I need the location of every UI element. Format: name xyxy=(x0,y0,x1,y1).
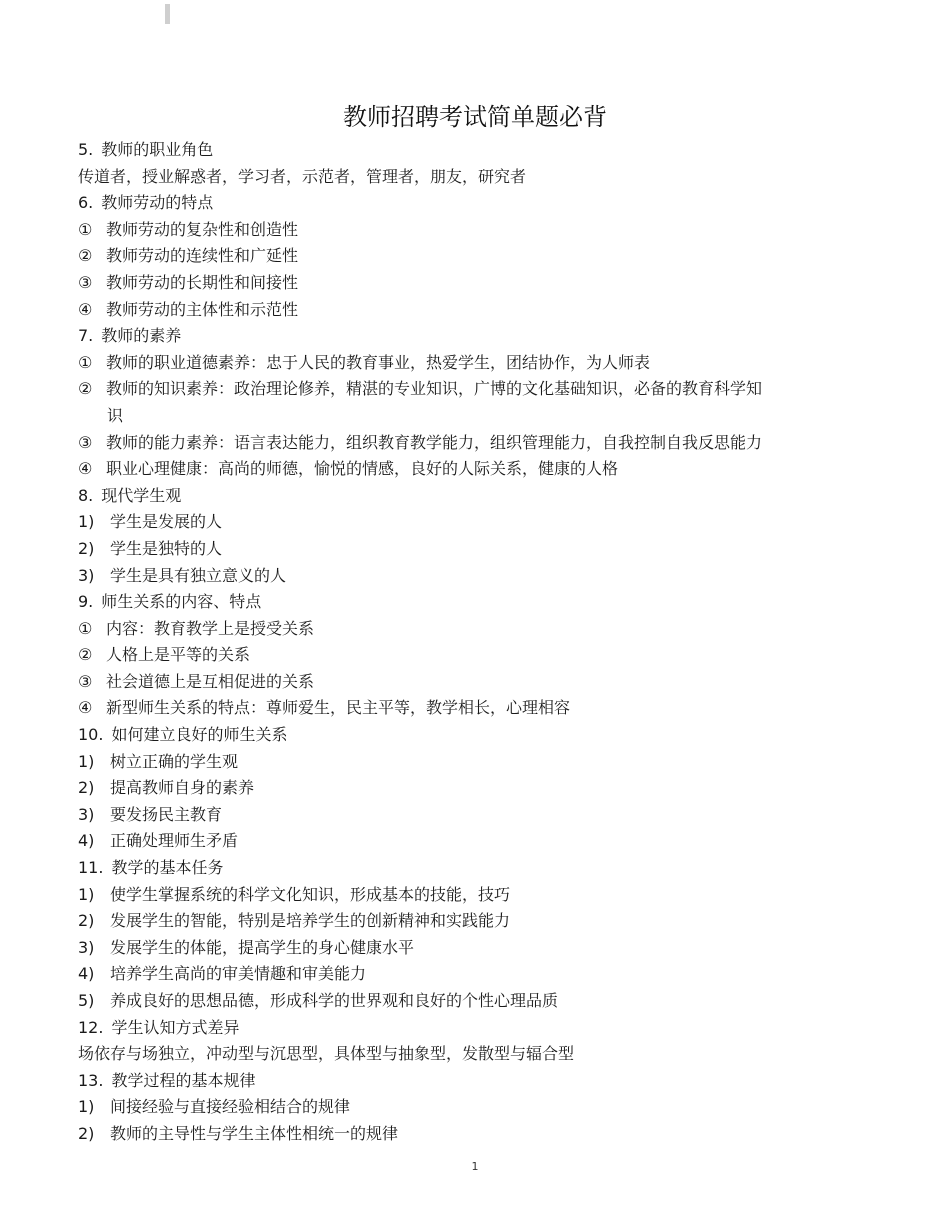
line-text: 养成良好的思想品德，形成科学的世界观和良好的个性心理品质 xyxy=(110,991,559,1010)
line-text: 提高教师自身的素养 xyxy=(110,778,255,798)
line-text: 教师劳动的长期性和间接性 xyxy=(106,272,299,292)
list-item xyxy=(78,802,858,829)
list-marker: 2) xyxy=(78,778,95,798)
list-marker: 2) xyxy=(78,1123,95,1143)
line-text: 学生是独特的人 xyxy=(110,538,223,558)
line-text: 如何建立良好的师生关系 xyxy=(111,725,288,745)
list-marker: 3) xyxy=(78,565,95,585)
list-item xyxy=(78,882,858,909)
list-marker: ④ xyxy=(78,299,93,319)
section-heading xyxy=(78,137,858,164)
line-text: 教师劳动的特点 xyxy=(101,193,214,213)
list-marker: ① xyxy=(78,219,93,239)
list-item xyxy=(78,1121,858,1148)
line-text: 场依存与场独立，冲动型与沉思型，具体型与抽象型，发散型与辐合型 xyxy=(78,1044,575,1064)
list-marker: 6. xyxy=(78,193,94,213)
list-item xyxy=(78,935,858,962)
list-marker: 8. xyxy=(78,485,94,505)
section-heading xyxy=(78,323,858,350)
list-marker: ④ xyxy=(78,698,93,718)
line-text: 正确处理师生矛盾 xyxy=(110,831,239,851)
line-text: 间接经验与直接经验相结合的规律 xyxy=(110,1097,351,1117)
list-marker: 7. xyxy=(78,326,94,346)
section-heading xyxy=(78,1015,858,1042)
list-marker: 4) xyxy=(78,831,95,851)
line-text: 教师的主导性与学生主体性相统一的规律 xyxy=(110,1123,399,1143)
list-item xyxy=(78,509,858,536)
document-title: 教师招聘考试简单题必背 xyxy=(343,103,607,131)
list-item xyxy=(78,749,858,776)
list-item xyxy=(78,270,858,297)
list-marker: 12. xyxy=(78,1017,104,1037)
section-heading xyxy=(78,1068,858,1095)
line-text: 教师的职业道德素养：忠于人民的教育事业，热爱学生，团结协作，为人师表 xyxy=(106,352,651,372)
section-heading xyxy=(78,190,858,217)
line-text: 传道者，授业解惑者，学习者，示范者，管理者，朋友，研究者 xyxy=(78,166,527,186)
list-marker: 1) xyxy=(78,884,95,904)
list-marker: 11. xyxy=(78,858,104,878)
line-text: 要发扬民主教育 xyxy=(110,804,223,824)
page-number: 1 xyxy=(471,1160,479,1173)
list-marker: 2) xyxy=(78,911,95,931)
line-text: 学生是发展的人 xyxy=(110,512,223,532)
line-text: 内容：教育教学上是授受关系 xyxy=(106,618,315,638)
line-text: 学生是具有独立意义的人 xyxy=(110,565,287,585)
list-marker: ④ xyxy=(78,459,93,479)
list-marker: 5. xyxy=(78,140,94,159)
list-item xyxy=(78,297,858,324)
line-text: 教师的素养 xyxy=(101,326,182,346)
list-item xyxy=(78,536,858,563)
list-item xyxy=(78,669,858,696)
line-text: 教师劳动的主体性和示范性 xyxy=(106,299,299,319)
line-text: 教师劳动的复杂性和创造性 xyxy=(106,219,299,239)
list-marker: ① xyxy=(78,618,93,638)
line-text: 教师的能力素养：语言表达能力，组织教育教学能力，组织管理能力，自我控制自我反思能力 xyxy=(106,432,763,452)
line-text: 教师的知识素养：政治理论修养，精湛的专业知识，广博的文化基础知识，必备的教育科学知 xyxy=(106,379,763,399)
line-text: 人格上是平等的关系 xyxy=(106,645,251,665)
list-marker: 10. xyxy=(78,725,104,745)
line-text: 现代学生观 xyxy=(101,485,182,505)
list-marker: ③ xyxy=(78,671,93,691)
paragraph-line xyxy=(78,1041,858,1068)
paragraph-line xyxy=(78,403,858,430)
list-item xyxy=(78,430,858,457)
list-marker: 3) xyxy=(78,804,95,824)
line-text: 识 xyxy=(107,405,124,425)
list-marker: 4) xyxy=(78,964,95,984)
list-item xyxy=(78,1094,858,1121)
line-text: 职业心理健康：高尚的师德，愉悦的情感，良好的人际关系，健康的人格 xyxy=(106,459,619,479)
line-text: 树立正确的学生观 xyxy=(110,751,239,771)
list-item xyxy=(78,563,858,590)
list-marker: 1) xyxy=(78,751,95,771)
list-marker: 1) xyxy=(78,1097,95,1117)
list-marker: ② xyxy=(78,645,93,665)
paragraph-line xyxy=(78,164,858,191)
list-item xyxy=(78,376,858,403)
section-heading xyxy=(78,722,858,749)
list-item xyxy=(78,217,858,244)
list-item xyxy=(78,243,858,270)
list-item xyxy=(78,642,858,669)
list-item xyxy=(78,961,858,988)
section-heading xyxy=(78,589,858,616)
line-text: 教学的基本任务 xyxy=(111,858,224,878)
line-text: 发展学生的智能，特别是培养学生的创新精神和实践能力 xyxy=(110,911,511,931)
section-heading xyxy=(78,483,858,510)
line-text: 教师的职业角色 xyxy=(101,140,214,159)
line-text: 培养学生高尚的审美情趣和审美能力 xyxy=(110,964,367,984)
list-marker: 1) xyxy=(78,512,95,532)
list-marker: ① xyxy=(78,352,93,372)
list-marker: 2) xyxy=(78,538,95,558)
line-text: 教师劳动的连续性和广延性 xyxy=(106,246,299,266)
section-heading xyxy=(78,855,858,882)
list-marker: 3) xyxy=(78,937,95,957)
line-text: 新型师生关系的特点：尊师爱生，民主平等，教学相长，心理相容 xyxy=(106,698,571,718)
list-item xyxy=(78,988,858,1015)
list-marker: ③ xyxy=(78,272,93,292)
line-text: 学生认知方式差异 xyxy=(111,1017,240,1037)
list-marker: ③ xyxy=(78,432,93,452)
list-marker: 5) xyxy=(78,991,95,1010)
line-text: 社会道德上是互相促进的关系 xyxy=(106,671,315,691)
list-marker: 9. xyxy=(78,592,94,612)
line-text: 发展学生的体能，提高学生的身心健康水平 xyxy=(110,937,415,957)
list-item xyxy=(78,616,858,643)
list-item xyxy=(78,775,858,802)
list-marker: 13. xyxy=(78,1070,104,1090)
list-marker: ② xyxy=(78,379,93,399)
line-text: 教学过程的基本规律 xyxy=(111,1070,256,1090)
list-item xyxy=(78,350,858,377)
line-text: 师生关系的内容、特点 xyxy=(101,592,262,612)
scan-artifact-mark xyxy=(165,4,170,24)
list-item xyxy=(78,456,858,483)
line-text: 使学生掌握系统的科学文化知识，形成基本的技能，技巧 xyxy=(110,884,511,904)
document-body xyxy=(78,137,858,1148)
list-item xyxy=(78,908,858,935)
list-item xyxy=(78,695,858,722)
list-item xyxy=(78,828,858,855)
list-marker: ② xyxy=(78,246,93,266)
